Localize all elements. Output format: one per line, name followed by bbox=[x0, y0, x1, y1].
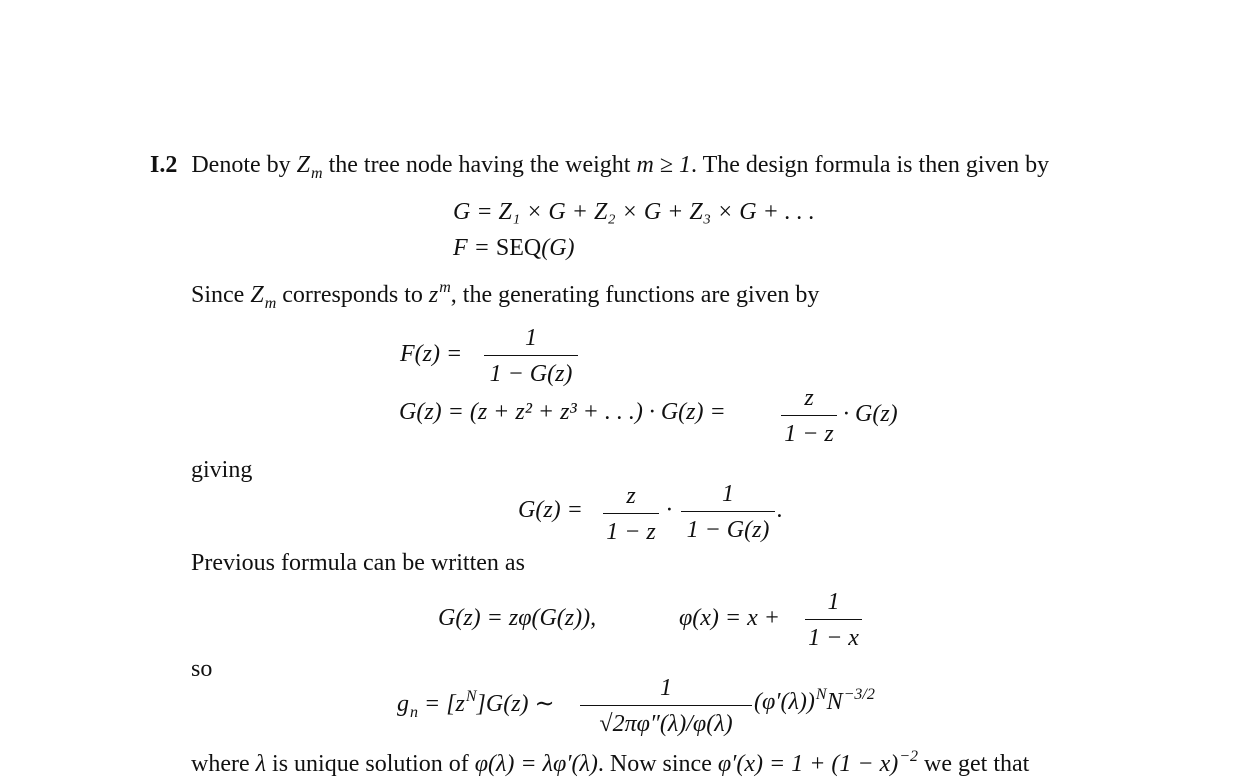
prev-eq-phi: φ(x) = x + bbox=[679, 605, 780, 631]
sqrt-denominator: √2πφ″(λ)/φ(λ) bbox=[599, 711, 733, 738]
G-lhs: G(z) = (z + z² + z³ + . . .) · G(z) = bbox=[399, 399, 726, 425]
giving-end: . bbox=[777, 497, 783, 523]
design-eq-2: F = SEQ(G) bbox=[453, 235, 575, 261]
giving-lhs: G(z) = bbox=[518, 497, 583, 523]
intro-text: Denote by bbox=[191, 152, 291, 178]
z-power-m: $z^m$ bbox=[428, 279, 451, 308]
gf-intro-line: Since $Z_m$ corresponds to $z^m$, the generating functions are given by bbox=[191, 279, 820, 312]
F-fraction bbox=[484, 326, 578, 386]
G-numerator: z bbox=[804, 385, 814, 411]
previous-text: Previous formula can be written as bbox=[191, 550, 525, 576]
phi-fraction: 1 1 − x bbox=[805, 590, 862, 650]
giving-frac-2: 1 1 − G(z) bbox=[681, 482, 775, 542]
G-denominator: 1 − z bbox=[784, 421, 834, 448]
giving-frac-1: z 1 − z bbox=[603, 484, 659, 544]
zm-symbol: $Z_m$ bbox=[296, 152, 323, 182]
so-text: so bbox=[191, 656, 213, 682]
G-tail: · G(z) bbox=[843, 401, 898, 427]
weight-condition: m ≥ 1 bbox=[636, 152, 691, 178]
asym-lhs: $g_n = [z^N]G(z)$ ∼ bbox=[397, 688, 555, 721]
asym-fraction: 1 √2πφ″(λ)/φ(λ) bbox=[580, 676, 752, 736]
design-eq-1: G = Z₁ × G + Z₂ × G + Z₃ × G + . . . bbox=[453, 199, 815, 225]
asym-tail: $(\varphi'(\lambda))^NN^{-3/2}$ bbox=[754, 686, 875, 715]
giving-dot: · bbox=[666, 497, 672, 523]
intro-text-2: the tree node having the weight bbox=[328, 152, 631, 178]
F-lhs: F(z) = bbox=[400, 341, 463, 367]
section-label: I.2 bbox=[150, 152, 178, 178]
F-numerator: 1 bbox=[525, 325, 537, 351]
prev-eq-lhs: G(z) = zφ(G(z)), bbox=[438, 605, 597, 631]
zm-symbol-2: $Z_m$ bbox=[250, 282, 277, 312]
intro-text-3: . The design formula is then given by bbox=[691, 152, 1050, 178]
section-heading-line bbox=[150, 152, 1050, 182]
G-fraction bbox=[781, 386, 837, 446]
giving-text: giving bbox=[191, 457, 253, 483]
final-line: where λ is unique solution of φ(λ) = λφ′(λ). Now since $\varphi'(x) = 1 + (1 - x)^{-2}$ we get that bbox=[191, 748, 1030, 777]
F-denominator: 1 − G(z) bbox=[489, 361, 573, 388]
